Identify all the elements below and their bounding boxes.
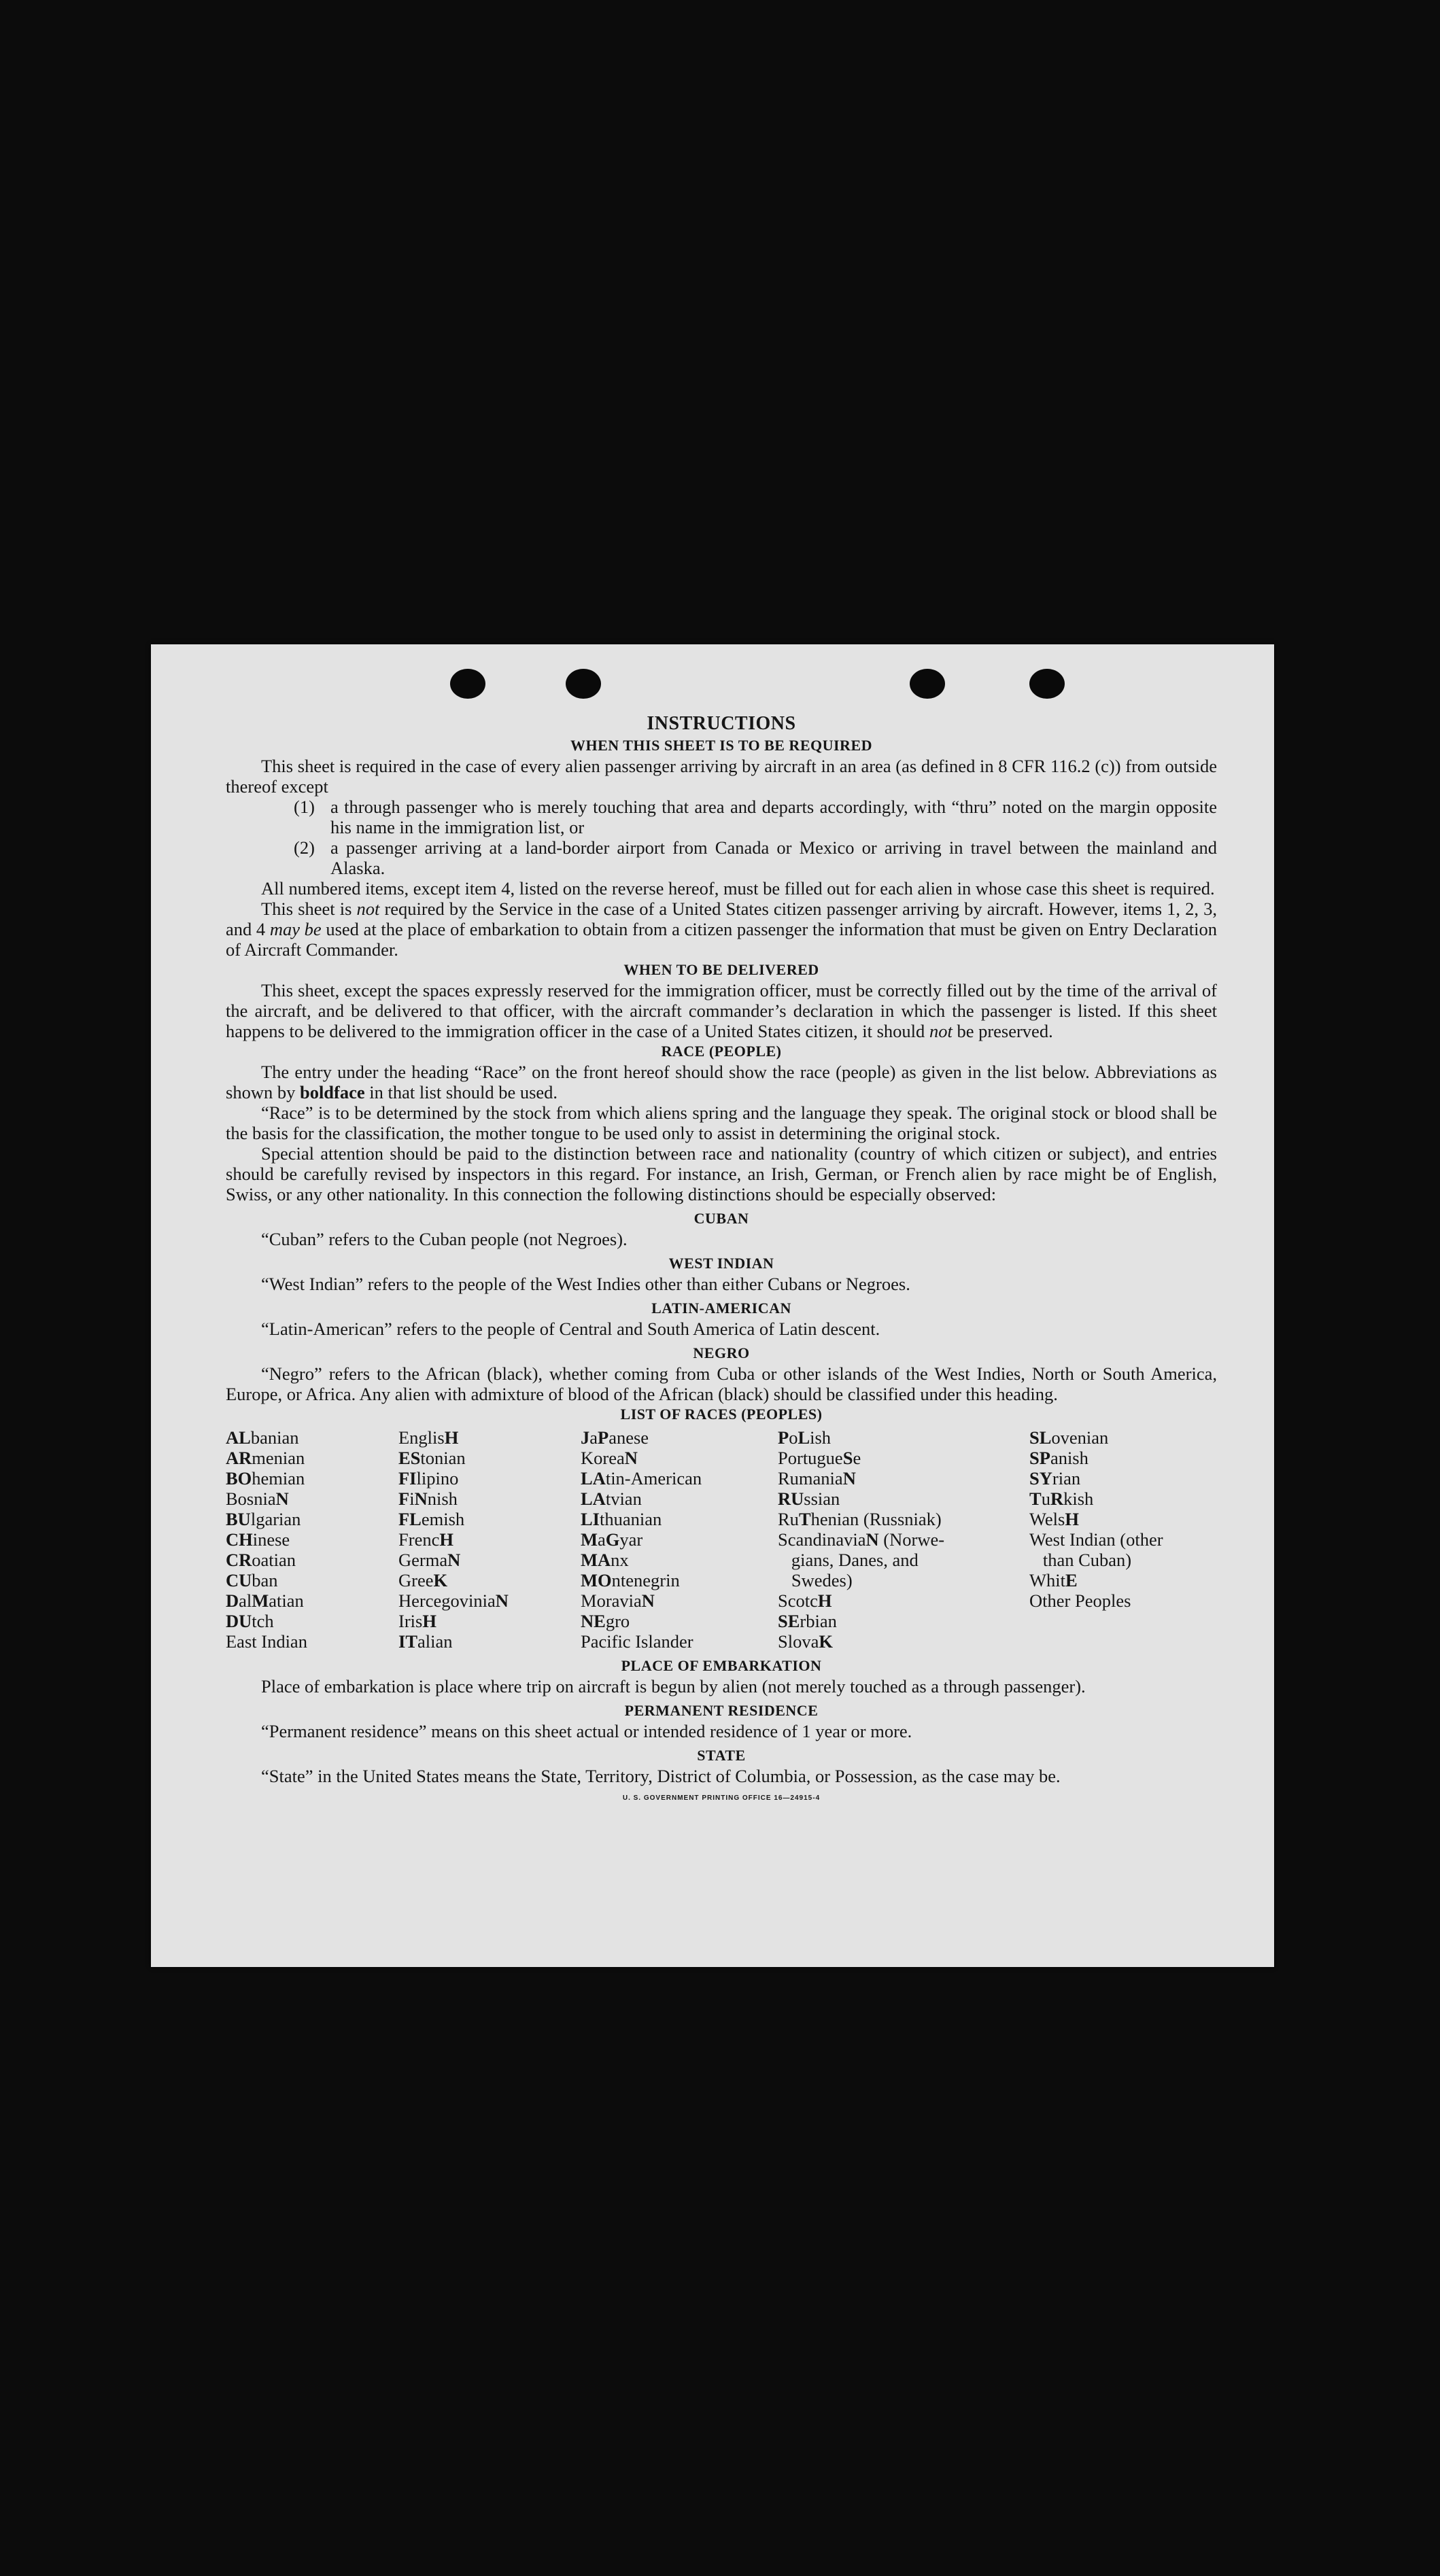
paragraph (226, 1062, 1217, 1102)
race-entry: PoLish (778, 1427, 832, 1448)
page-title: INSTRUCTIONS (647, 713, 796, 734)
paragraph (226, 899, 1217, 960)
race-column (1029, 1427, 1206, 1652)
punch-hole (450, 669, 485, 699)
race-entry: ScotcH (778, 1590, 832, 1611)
race-entry: FIlipino (398, 1468, 459, 1489)
section-heading-race: RACE (PEOPLE) (661, 1043, 782, 1060)
printing-office-footer: U. S. GOVERNMENT PRINTING OFFICE 16—24915-4 (622, 1794, 821, 1802)
paragraph: All numbered items, except item 4, listed on the reverse hereof, must be filled out for each alien in whose case this sheet is required. (261, 878, 1215, 899)
race-column (778, 1427, 1029, 1652)
race-entry: RuThenian (Russniak) (778, 1509, 942, 1529)
race-entry: ALbanian (226, 1427, 299, 1448)
text-span: used at the place of embarkation to obtain from a citizen passenger the information that must be given on Entry Declaration of Aircraft Commander. (226, 919, 1217, 960)
race-entry: BosniaN (226, 1489, 289, 1509)
race-entry: BOhemian (226, 1468, 305, 1489)
section-heading-list: LIST OF RACES (PEOPLES) (620, 1406, 823, 1423)
race-entry: SYrian (1029, 1468, 1081, 1489)
race-entry: PortugueSe (778, 1448, 861, 1468)
punch-hole (910, 669, 945, 699)
race-entry: WhitE (1029, 1570, 1078, 1590)
text-span: be preserved. (952, 1021, 1053, 1041)
race-entry: gians, Danes, and (778, 1550, 919, 1570)
race-entry: KoreaN (581, 1448, 638, 1468)
race-entry: Swedes) (778, 1570, 853, 1590)
race-entry: MoraviaN (581, 1590, 655, 1611)
paragraph: “Latin-American” refers to the people of Central and South America of Latin descent. (261, 1319, 880, 1339)
race-entry: East Indian (226, 1631, 307, 1652)
race-entry: LAtin-American (581, 1468, 702, 1489)
section-heading-latin-american: LATIN-AMERICAN (651, 1300, 791, 1317)
item-text: a through passenger who is merely touching that area and departs accordingly, with “thru” noted on the margin opposite his name in the immigration list, or (330, 797, 1217, 837)
race-entry: BUlgarian (226, 1509, 301, 1529)
race-entry: EnglisH (398, 1427, 459, 1448)
list-item (294, 837, 1217, 878)
race-entry: DUtch (226, 1611, 274, 1631)
paragraph: Place of embarkation is place where trip on aircraft is begun by alien (not merely touched as a through passenger). (261, 1676, 1086, 1696)
bold-text: boldface (299, 1082, 365, 1102)
race-column (226, 1427, 398, 1652)
race-entry: Pacific Islander (581, 1631, 693, 1652)
punch-hole (566, 669, 601, 699)
emphasis: not (929, 1021, 953, 1041)
item-number: (1) (294, 797, 315, 817)
race-entry: FiNnish (398, 1489, 458, 1509)
race-entry: IrisH (398, 1611, 436, 1631)
race-entry: ScandinaviaN (Norwe- (778, 1529, 945, 1550)
race-entry: TuRkish (1029, 1489, 1094, 1509)
race-entry: HercegoviniaN (398, 1590, 509, 1611)
race-entry: DalMatian (226, 1590, 304, 1611)
paragraph (226, 980, 1217, 1041)
text-span: This sheet, except the spaces expressly reserved for the immigration officer, must be correctly filled out by the time of the arrival of the aircraft, and be delivered to that officer, with the aircraft commander’s declaration in which the passenger is listed. If this sheet happens to be delivered to the immigration officer in the case of a United States citizen, it should (226, 980, 1217, 1041)
race-entry: NEgro (581, 1611, 630, 1631)
race-entry: RUssian (778, 1489, 840, 1509)
race-column (581, 1427, 778, 1652)
race-entry: SPanish (1029, 1448, 1088, 1468)
race-entry: SErbian (778, 1611, 837, 1631)
race-entry: MOntenegrin (581, 1570, 680, 1590)
text-span: required by the Service in the case of a United States citizen passenger arriving by aircraft. However, items 1, 2, 3, and 4 (226, 899, 1217, 939)
section-heading-embarkation: PLACE OF EMBARKATION (621, 1657, 822, 1674)
race-entry: RumaniaN (778, 1468, 856, 1489)
race-list (226, 1427, 1217, 1652)
race-entry: ITalian (398, 1631, 453, 1652)
paragraph: “Cuban” refers to the Cuban people (not Negroes). (261, 1229, 628, 1249)
race-entry: EStonian (398, 1448, 466, 1468)
item-text: a passenger arriving at a land-border airport from Canada or Mexico or arriving in travel between the mainland and Alaska. (330, 837, 1217, 878)
race-entry: CRoatian (226, 1550, 296, 1570)
race-entry: CUban (226, 1570, 278, 1590)
section-heading-state: STATE (697, 1747, 746, 1764)
race-entry: LAtvian (581, 1489, 642, 1509)
paragraph: “Permanent residence” means on this sheet actual or intended residence of 1 year or more. (261, 1721, 912, 1741)
race-entry: CHinese (226, 1529, 290, 1550)
race-entry: FLemish (398, 1509, 465, 1529)
section-heading-west-indian: WEST INDIAN (668, 1255, 774, 1272)
section-heading-negro: NEGRO (693, 1344, 750, 1361)
paragraph: “West Indian” refers to the people of the West Indies other than either Cubans or Negroes. (261, 1274, 910, 1294)
race-entry: LIthuanian (581, 1509, 662, 1529)
paragraph: “Negro” refers to the African (black), whether coming from Cuba or other islands of the West Indies, North or South America, Europe, or Africa. Any alien with admixture of blood of the African (black) should be classified under this heading. (226, 1363, 1217, 1404)
paragraph: This sheet is required in the case of every alien passenger arriving by aircraft in an area (as defined in 8 CFR 116.2 (c)) from outside thereof except (226, 756, 1217, 797)
race-entry: SLovenian (1029, 1427, 1109, 1448)
section-heading-residence: PERMANENT RESIDENCE (624, 1702, 819, 1719)
punch-hole (1029, 669, 1065, 699)
paragraph: “Race” is to be determined by the stock from which aliens spring and the language they speak. The original stock or blood shall be the basis for the classification, the mother tongue to be used only to assist in determining the original stock. (226, 1102, 1217, 1143)
paragraph: Special attention should be paid to the distinction between race and nationality (country of which citizen or subject), and entries should be carefully revised by inspectors in this regard. For instance, an Irish, German, or French alien by race might be of English, Swiss, or any other nationality. In this connection the following distinctions should be especially observed: (226, 1143, 1217, 1204)
section-heading-delivered: WHEN TO BE DELIVERED (623, 961, 819, 978)
race-entry: GermaN (398, 1550, 461, 1570)
text-span: The entry under the heading “Race” on the front hereof should show the race (people) as given in the list below. Abbreviations as shown by (226, 1062, 1217, 1102)
text-span: in that list should be used. (364, 1082, 558, 1102)
section-heading-required: WHEN THIS SHEET IS TO BE REQUIRED (570, 737, 873, 754)
race-entry: GreeK (398, 1570, 448, 1590)
instruction-sheet (151, 644, 1274, 1967)
race-entry: JaPanese (581, 1427, 649, 1448)
text-span: This sheet is (261, 899, 357, 919)
emphasis: not (356, 899, 380, 919)
race-entry: MAnx (581, 1550, 629, 1570)
race-entry: WelsH (1029, 1509, 1079, 1529)
race-entry: West Indian (other (1029, 1529, 1163, 1550)
race-column (398, 1427, 581, 1652)
item-number: (2) (294, 837, 315, 858)
emphasis: may be (269, 919, 322, 939)
race-entry: SlovaK (778, 1631, 833, 1652)
section-heading-cuban: CUBAN (693, 1210, 749, 1227)
race-entry: than Cuban) (1029, 1550, 1132, 1570)
list-item (294, 797, 1217, 837)
race-entry: Other Peoples (1029, 1590, 1131, 1611)
race-entry: FrencH (398, 1529, 453, 1550)
race-entry: MaGyar (581, 1529, 643, 1550)
race-entry: ARmenian (226, 1448, 305, 1468)
paragraph: “State” in the United States means the State, Territory, District of Columbia, or Possession, as the case may be. (261, 1766, 1061, 1786)
